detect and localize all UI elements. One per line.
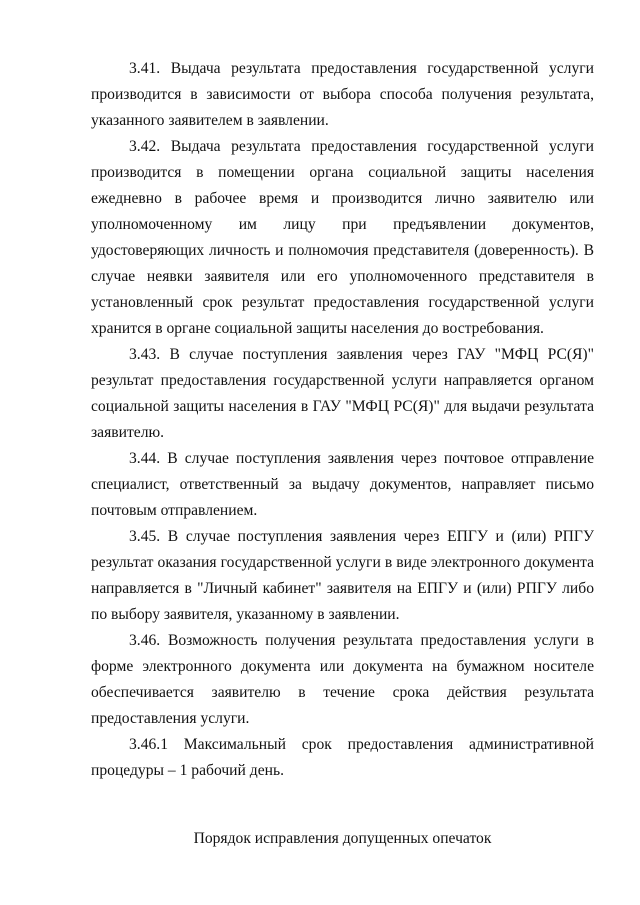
paragraph-3-45: 3.45. В случае поступления заявления через ЕПГУ и (или) РПГУ результат оказания государственной услуги в виде электронного документа направляется в "Личный кабинет" заявителя на ЕПГУ и (или) РПГУ либо по выбору заявителя, указанному в заявлении. bbox=[91, 528, 594, 623]
section-heading: Порядок исправления допущенных опечаток bbox=[193, 830, 492, 847]
paragraph-3-44: 3.44. В случае поступления заявления через почтовое отправление специалист, ответственный за выдачу документов, направляет письмо почтовым отправлением. bbox=[91, 450, 594, 519]
paragraph-3-43: 3.43. В случае поступления заявления через ГАУ "МФЦ РС(Я)" результат предоставления государственной услуги направляется органом социальной защиты населения в ГАУ "МФЦ РС(Я)" для выдачи результата заявителю. bbox=[91, 346, 594, 441]
paragraph-3-42: 3.42. Выдача результата предоставления государственной услуги производится в помещении органа социальной защиты населения ежедневно в рабочее время и производится лично заявителю или уполномоченному им лицу при предъявлении документов, удостоверяющих личность и полномочия представителя (доверенность). В случае неявки заявителя или его уполномоченного представителя в установленный срок результат предоставления государственной услуги хранится в органе социальной защиты населения до востребования. bbox=[91, 138, 594, 337]
paragraph-3-46-1: 3.46.1 Максимальный срок предоставления административной процедуры – 1 рабочий день. bbox=[91, 736, 594, 779]
paragraph-3-46: 3.46. Возможность получения результата предоставления услуги в форме электронного документа или документа на бумажном носителе обеспечивается заявителю в течение срока действия результата предоставления услуги. bbox=[91, 632, 594, 727]
paragraph-3-41: 3.41. Выдача результата предоставления государственной услуги производится в зависимости от выбора способа получения результата, указанного заявителем в заявлении. bbox=[91, 60, 594, 129]
